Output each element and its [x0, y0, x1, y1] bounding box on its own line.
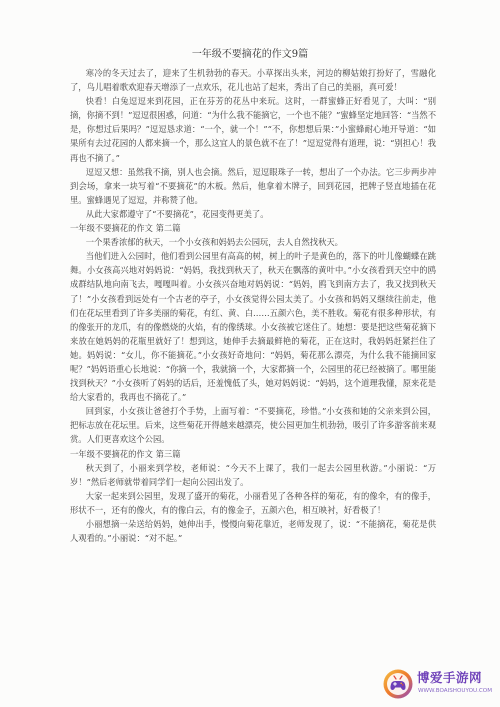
paragraph: 逗逗又想：虽然我不摘，别人也会摘。然后，逗逗眼珠子一转，想出了一个办法。它三步两步冲到会场，拿来一块写着“不要摘花”的木板。然后，他拿着木牌子，回到花园，把牌子竖直地插在花里。蜜蜂遇见了逗逗，并称赞了他。 — [70, 166, 436, 205]
paragraph: 秋天到了，小丽来到学校，老师说：“今天不上课了，我们一起去公园里秋游。”小丽说：“万岁！”然后老师就带着同学们一起向公园出发了。 — [70, 462, 436, 487]
paragraph: 从此大家都遵守了“不要摘花”，花园变得更美了。 — [85, 208, 269, 219]
site-watermark — [382, 668, 494, 700]
game-controller-logo-icon — [382, 668, 414, 700]
paragraph: 当他们进入公园时，他们看到公园里有高高的树，树上的叶子是黄色的，落下的叶儿像蝴蝶在跳舞。小女孩高兴地对妈妈说：“妈妈，我找到秋天了，秋天在飘落的黄叶中。”小女孩看到天空中的鸥成群结队地向南飞去，嘎嘎叫着。小女孩兴奋地对妈妈说：“妈妈，鸥飞到南方去了，我又找到秋天了！”小女孩看到远处有一个古老的亭子，小女孩觉得公园太美了。小女孩和妈妈又继续往前走，他们在花坛里看到了许多美丽的菊花，有红、黄、白……五颜六色，美不胜收。菊花有很多种形状，有的像张开的龙爪，有的像燃烧的火焰，有的像绣球。小女孩被它迷住了。她想：要是把这些菊花摘下来放在她妈妈的花瓶里就好了！想到这，她伸手去摘最鲜艳的菊花，正在这时，我妈妈赶紧拦住了她。妈妈说：“女儿，你不能摘花。”小女孩好奇地问：“妈妈，菊花那么漂亮，为什么我不能摘回家呢？”妈妈语重心长地说：“你摘一个，我就摘一个，大家都摘一个，公园里的花已经被摘了。哪里能找到秋天？”小女孩听了妈妈的话后，还羞愧低了头，她对妈妈说：“妈妈，这个道理我懂，原来花是给大家看的，我再也不摘花了。” — [70, 251, 436, 403]
watermark-site-url: WWW.BOAISHOUYOU.COM — [418, 688, 493, 694]
document-body — [70, 66, 436, 545]
paragraph: 快看！白兔逗逗来到花园，正在芬芳的花丛中来玩。这时，一群蜜蜂正好看见了，大叫：“别摘，你摘不到！”逗逗很困惑，问道：“为什么我不能摘它，一个也不能？”蜜蜂坚定地回答：“当然不是，你想过后果吗？”逗逗恳求道：“一个，就一个！”“不，你想想后果：”小蜜蜂耐心地开导道：“如果所有去过花园的人都来摘一个，那么这宜人的景色就不在了！”逗逗觉得有道理，说：“别担心！我再也不摘了。” — [70, 96, 436, 163]
section-heading: 一年级不要摘花的作文 第三篇 — [70, 448, 181, 459]
paragraph: 大家一起来到公园里，发现了盛开的菊花，小丽看见了各种各样的菊花，有的像伞，有的像手，形状不一，还有的像火，有的像白云，有的像金子，五颜六色，相互映衬，好看极了！ — [70, 490, 436, 515]
paragraph: 寒冷的冬天过去了，迎来了生机勃勃的春天。小草探出头来，河边的柳姑娘打扮好了，雪融化了，鸟儿唱着歌欢迎春天增添了一点欢乐，花儿也站了起来，秀出了自己的美丽，真可爱！ — [70, 68, 436, 93]
paragraph: 回到家，小女孩让爸爸打个手势，上面写着：“不要摘花，珍惜。”小女孩和她的父亲来到公园，把标志放在花坛里。后来，这些菊花开得越来越漂亮，使公园更加生机勃勃，吸引了许多游客前来观赏。人们更喜欢这个公园。 — [70, 406, 436, 445]
document-title: 一年级不要摘花的作文9篇 — [191, 49, 309, 60]
paragraph: 小丽想摘一朵送给妈妈，她伸出手，慢慢向菊花靠近，老师发现了，说：“不能摘花，菊花是供人观看的。”小丽说：“对不起。” — [70, 519, 436, 544]
section-heading: 一年级不要摘花的作文 第二篇 — [70, 223, 181, 234]
watermark-site-name: 博爱手游网 — [417, 670, 483, 685]
paragraph: 一个果香浓郁的秋天，一个小女孩和妈妈去公园玩，去人自然找秋天。 — [85, 237, 343, 248]
